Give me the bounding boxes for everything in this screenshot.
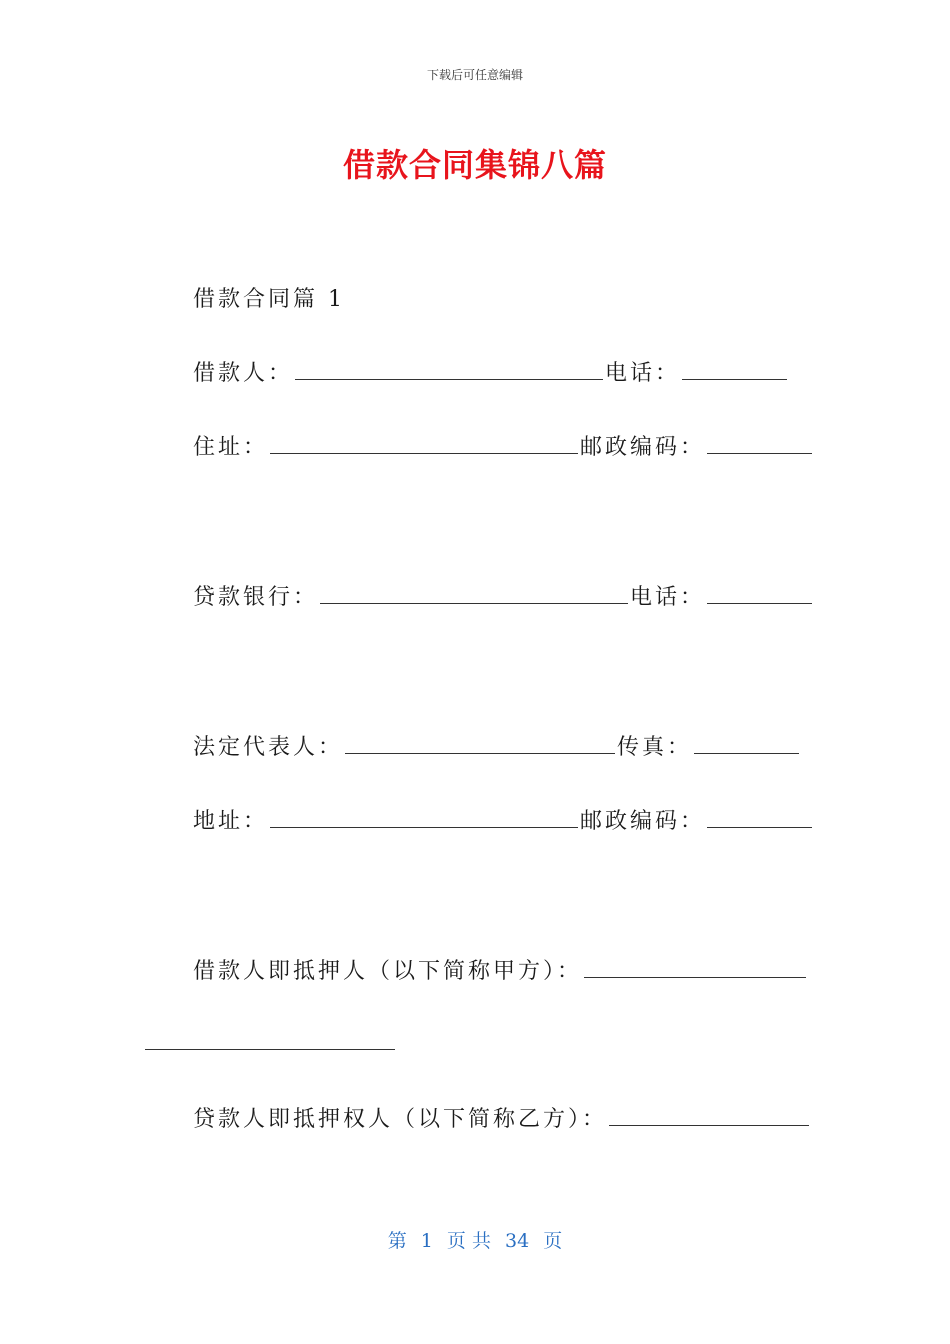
party-a-label: 借款人即抵押人（以下简称甲方）： bbox=[193, 959, 583, 984]
address-line-1 bbox=[193, 430, 814, 461]
phone-blank-2[interactable] bbox=[707, 602, 812, 604]
borrower-label: 借款人： bbox=[193, 361, 294, 386]
phone-blank-1[interactable] bbox=[682, 378, 787, 380]
footer-total-pages: 34 bbox=[505, 1230, 530, 1252]
lender-bank-label: 贷款银行： bbox=[193, 585, 319, 610]
lender-bank-line bbox=[193, 580, 814, 611]
footer-suffix: 页 bbox=[543, 1230, 563, 1252]
postal-blank-2[interactable] bbox=[707, 826, 812, 828]
address-label-2: 地址： bbox=[193, 809, 269, 834]
fax-blank[interactable] bbox=[694, 752, 799, 754]
party-a-blank[interactable] bbox=[584, 976, 806, 978]
footer-page-number: 1 bbox=[420, 1230, 433, 1252]
lender-bank-blank[interactable] bbox=[320, 602, 628, 604]
document-title: 借款合同集锦八篇 bbox=[342, 146, 607, 184]
party-b-label: 贷款人即抵押权人（以下简称乙方）： bbox=[193, 1107, 608, 1132]
phone-label-1: 电话： bbox=[605, 361, 681, 386]
section-heading-text: 借款合同篇 1 bbox=[193, 287, 345, 312]
address-blank-1[interactable] bbox=[270, 452, 578, 454]
party-a-line bbox=[193, 954, 808, 985]
legal-rep-line bbox=[193, 730, 801, 761]
borrower-line bbox=[193, 356, 789, 387]
borrower-blank[interactable] bbox=[295, 378, 603, 380]
legal-rep-label: 法定代表人： bbox=[193, 735, 344, 760]
party-b-blank[interactable] bbox=[609, 1124, 809, 1126]
party-a-continuation-blank[interactable] bbox=[145, 1049, 395, 1050]
page-footer bbox=[0, 1226, 950, 1253]
address-blank-2[interactable] bbox=[270, 826, 578, 828]
address-line-2 bbox=[193, 804, 814, 835]
party-b-line bbox=[193, 1102, 811, 1133]
postal-label-1: 邮政编码： bbox=[580, 435, 706, 460]
fax-label: 传真： bbox=[617, 735, 693, 760]
postal-blank-1[interactable] bbox=[707, 452, 812, 454]
legal-rep-blank[interactable] bbox=[345, 752, 615, 754]
footer-prefix: 第 bbox=[387, 1230, 407, 1252]
address-label-1: 住址： bbox=[193, 435, 269, 460]
section-heading bbox=[193, 282, 345, 313]
footer-middle: 页 共 bbox=[446, 1230, 491, 1252]
postal-label-2: 邮政编码： bbox=[580, 809, 706, 834]
phone-label-2: 电话： bbox=[630, 585, 706, 610]
header-note: 下载后可任意编辑 bbox=[426, 68, 523, 82]
